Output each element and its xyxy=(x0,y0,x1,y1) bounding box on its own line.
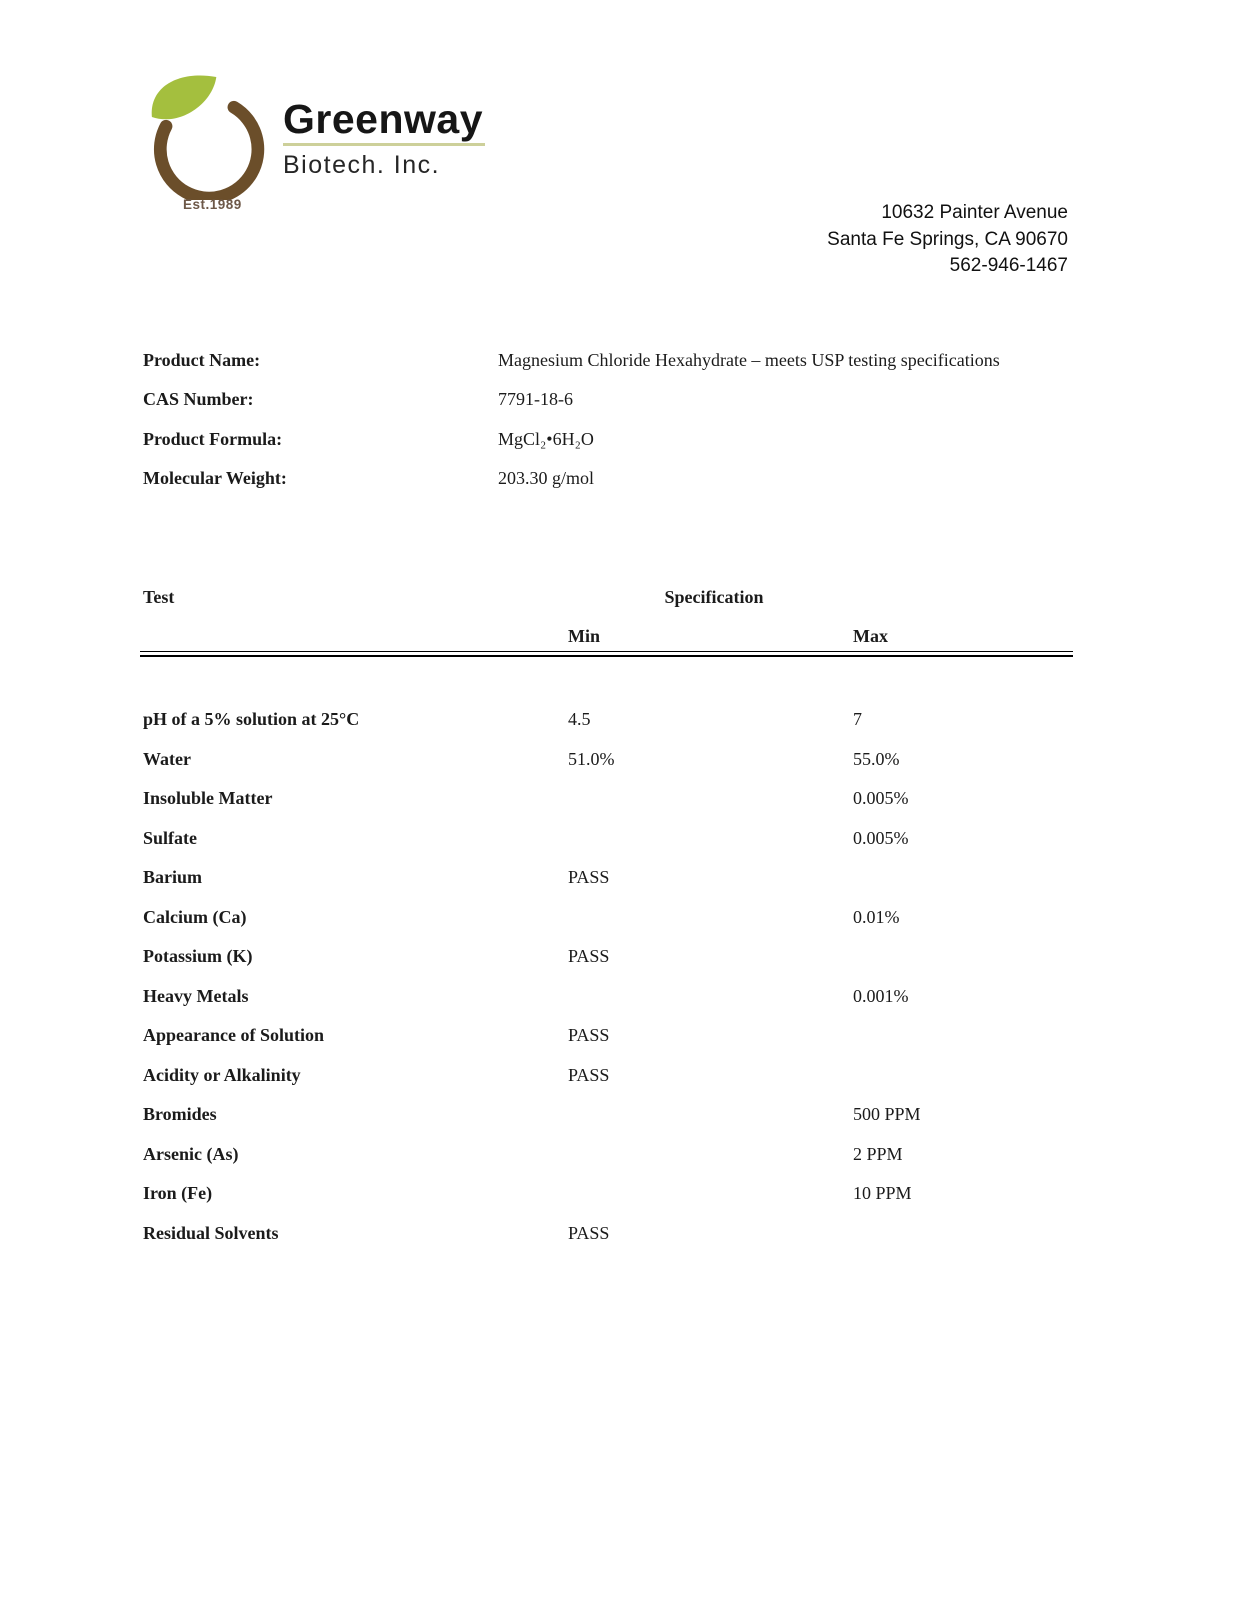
header-divider xyxy=(140,651,1073,657)
max-value: 0.001% xyxy=(853,985,909,1006)
address-phone: 562-946-1467 xyxy=(949,255,1068,276)
field-label: Product Formula: xyxy=(143,428,283,449)
product-field xyxy=(143,468,1093,507)
test-name: Appearance of Solution xyxy=(143,1025,325,1045)
field-label: CAS Number: xyxy=(143,389,254,410)
table-row xyxy=(143,709,1093,749)
min-value: 51.0% xyxy=(568,748,615,769)
min-value: PASS xyxy=(568,867,610,887)
table-row xyxy=(143,867,1093,907)
column-header-specification: Specification xyxy=(664,587,764,607)
table-row xyxy=(143,828,1093,868)
product-field xyxy=(143,389,1093,428)
table-row xyxy=(143,1183,1093,1223)
test-name: Bromides xyxy=(143,1104,217,1124)
min-value xyxy=(568,986,853,1026)
max-value: 7 xyxy=(853,709,862,729)
max-value: 500 PPM xyxy=(853,1104,921,1124)
min-value xyxy=(568,907,853,947)
test-name: Insoluble Matter xyxy=(143,788,273,808)
table-row xyxy=(143,986,1093,1026)
min-value xyxy=(568,1104,853,1144)
test-name: Arsenic (As) xyxy=(143,1143,239,1164)
company-address xyxy=(827,200,1068,280)
min-value: 4.5 xyxy=(568,709,591,729)
brand-subtitle: Biotech. Inc. xyxy=(283,151,441,179)
product-field xyxy=(143,350,1093,389)
brand-block xyxy=(283,96,485,180)
column-header-max: Max xyxy=(853,626,888,646)
table-row xyxy=(143,749,1093,789)
table-row xyxy=(143,1144,1093,1184)
column-header-test: Test xyxy=(143,587,175,607)
test-name: Heavy Metals xyxy=(143,985,249,1006)
max-value: 0.01% xyxy=(853,906,900,927)
table-row xyxy=(143,907,1093,947)
product-info-section xyxy=(143,350,1093,507)
leaf-icon xyxy=(152,75,217,119)
address-line-2: Santa Fe Springs, CA 90670 xyxy=(827,228,1068,250)
field-label: Molecular Weight: xyxy=(143,467,287,488)
min-value: PASS xyxy=(568,1064,610,1085)
max-value: 2 PPM xyxy=(853,1143,903,1164)
table-row xyxy=(143,946,1093,986)
max-value xyxy=(853,867,1093,907)
spec-table xyxy=(143,709,1093,1262)
test-name: Sulfate xyxy=(143,827,197,848)
max-value xyxy=(853,1223,1093,1263)
min-value xyxy=(568,1183,853,1223)
test-name: Water xyxy=(143,748,191,769)
test-name: Acidity or Alkalinity xyxy=(143,1064,301,1085)
table-row xyxy=(143,1223,1093,1263)
address-line-1: 10632 Painter Avenue xyxy=(881,202,1068,223)
field-value: MgCl₂•6H₂O xyxy=(498,428,594,449)
max-value: 55.0% xyxy=(853,748,900,769)
table-row xyxy=(143,1065,1093,1105)
field-value: 7791-18-6 xyxy=(498,389,573,410)
field-value: 203.30 g/mol xyxy=(498,467,595,488)
max-value: 0.005% xyxy=(853,827,909,848)
test-name: pH of a 5% solution at 25°C xyxy=(143,709,360,729)
test-name: Potassium (K) xyxy=(143,946,253,966)
min-value: PASS xyxy=(568,946,610,966)
max-value xyxy=(853,1065,1093,1105)
brand-name: Greenway xyxy=(283,96,483,142)
field-value: Magnesium Chloride Hexahydrate – meets USP testing specifications xyxy=(498,350,1000,370)
max-value xyxy=(853,946,1093,986)
test-name: Residual Solvents xyxy=(143,1222,279,1243)
established-label: Est.1989 xyxy=(183,197,242,212)
company-logo xyxy=(148,72,270,200)
brand-underline xyxy=(283,143,485,146)
max-value: 0.005% xyxy=(853,788,909,808)
field-label: Product Name: xyxy=(143,350,261,370)
min-value: PASS xyxy=(568,1222,610,1243)
table-row xyxy=(143,1025,1093,1065)
min-value xyxy=(568,788,853,828)
test-name: Barium xyxy=(143,867,203,887)
leaf-ring-icon xyxy=(148,72,270,200)
table-row xyxy=(143,1104,1093,1144)
min-value xyxy=(568,1144,853,1184)
table-row xyxy=(143,788,1093,828)
max-value: 10 PPM xyxy=(853,1183,912,1203)
max-value xyxy=(853,1025,1093,1065)
min-value xyxy=(568,828,853,868)
product-field xyxy=(143,429,1093,468)
min-value: PASS xyxy=(568,1025,610,1045)
ring-icon xyxy=(160,107,258,198)
test-name: Iron (Fe) xyxy=(143,1183,213,1203)
column-header-min: Min xyxy=(568,626,601,646)
test-name: Calcium (Ca) xyxy=(143,906,247,927)
